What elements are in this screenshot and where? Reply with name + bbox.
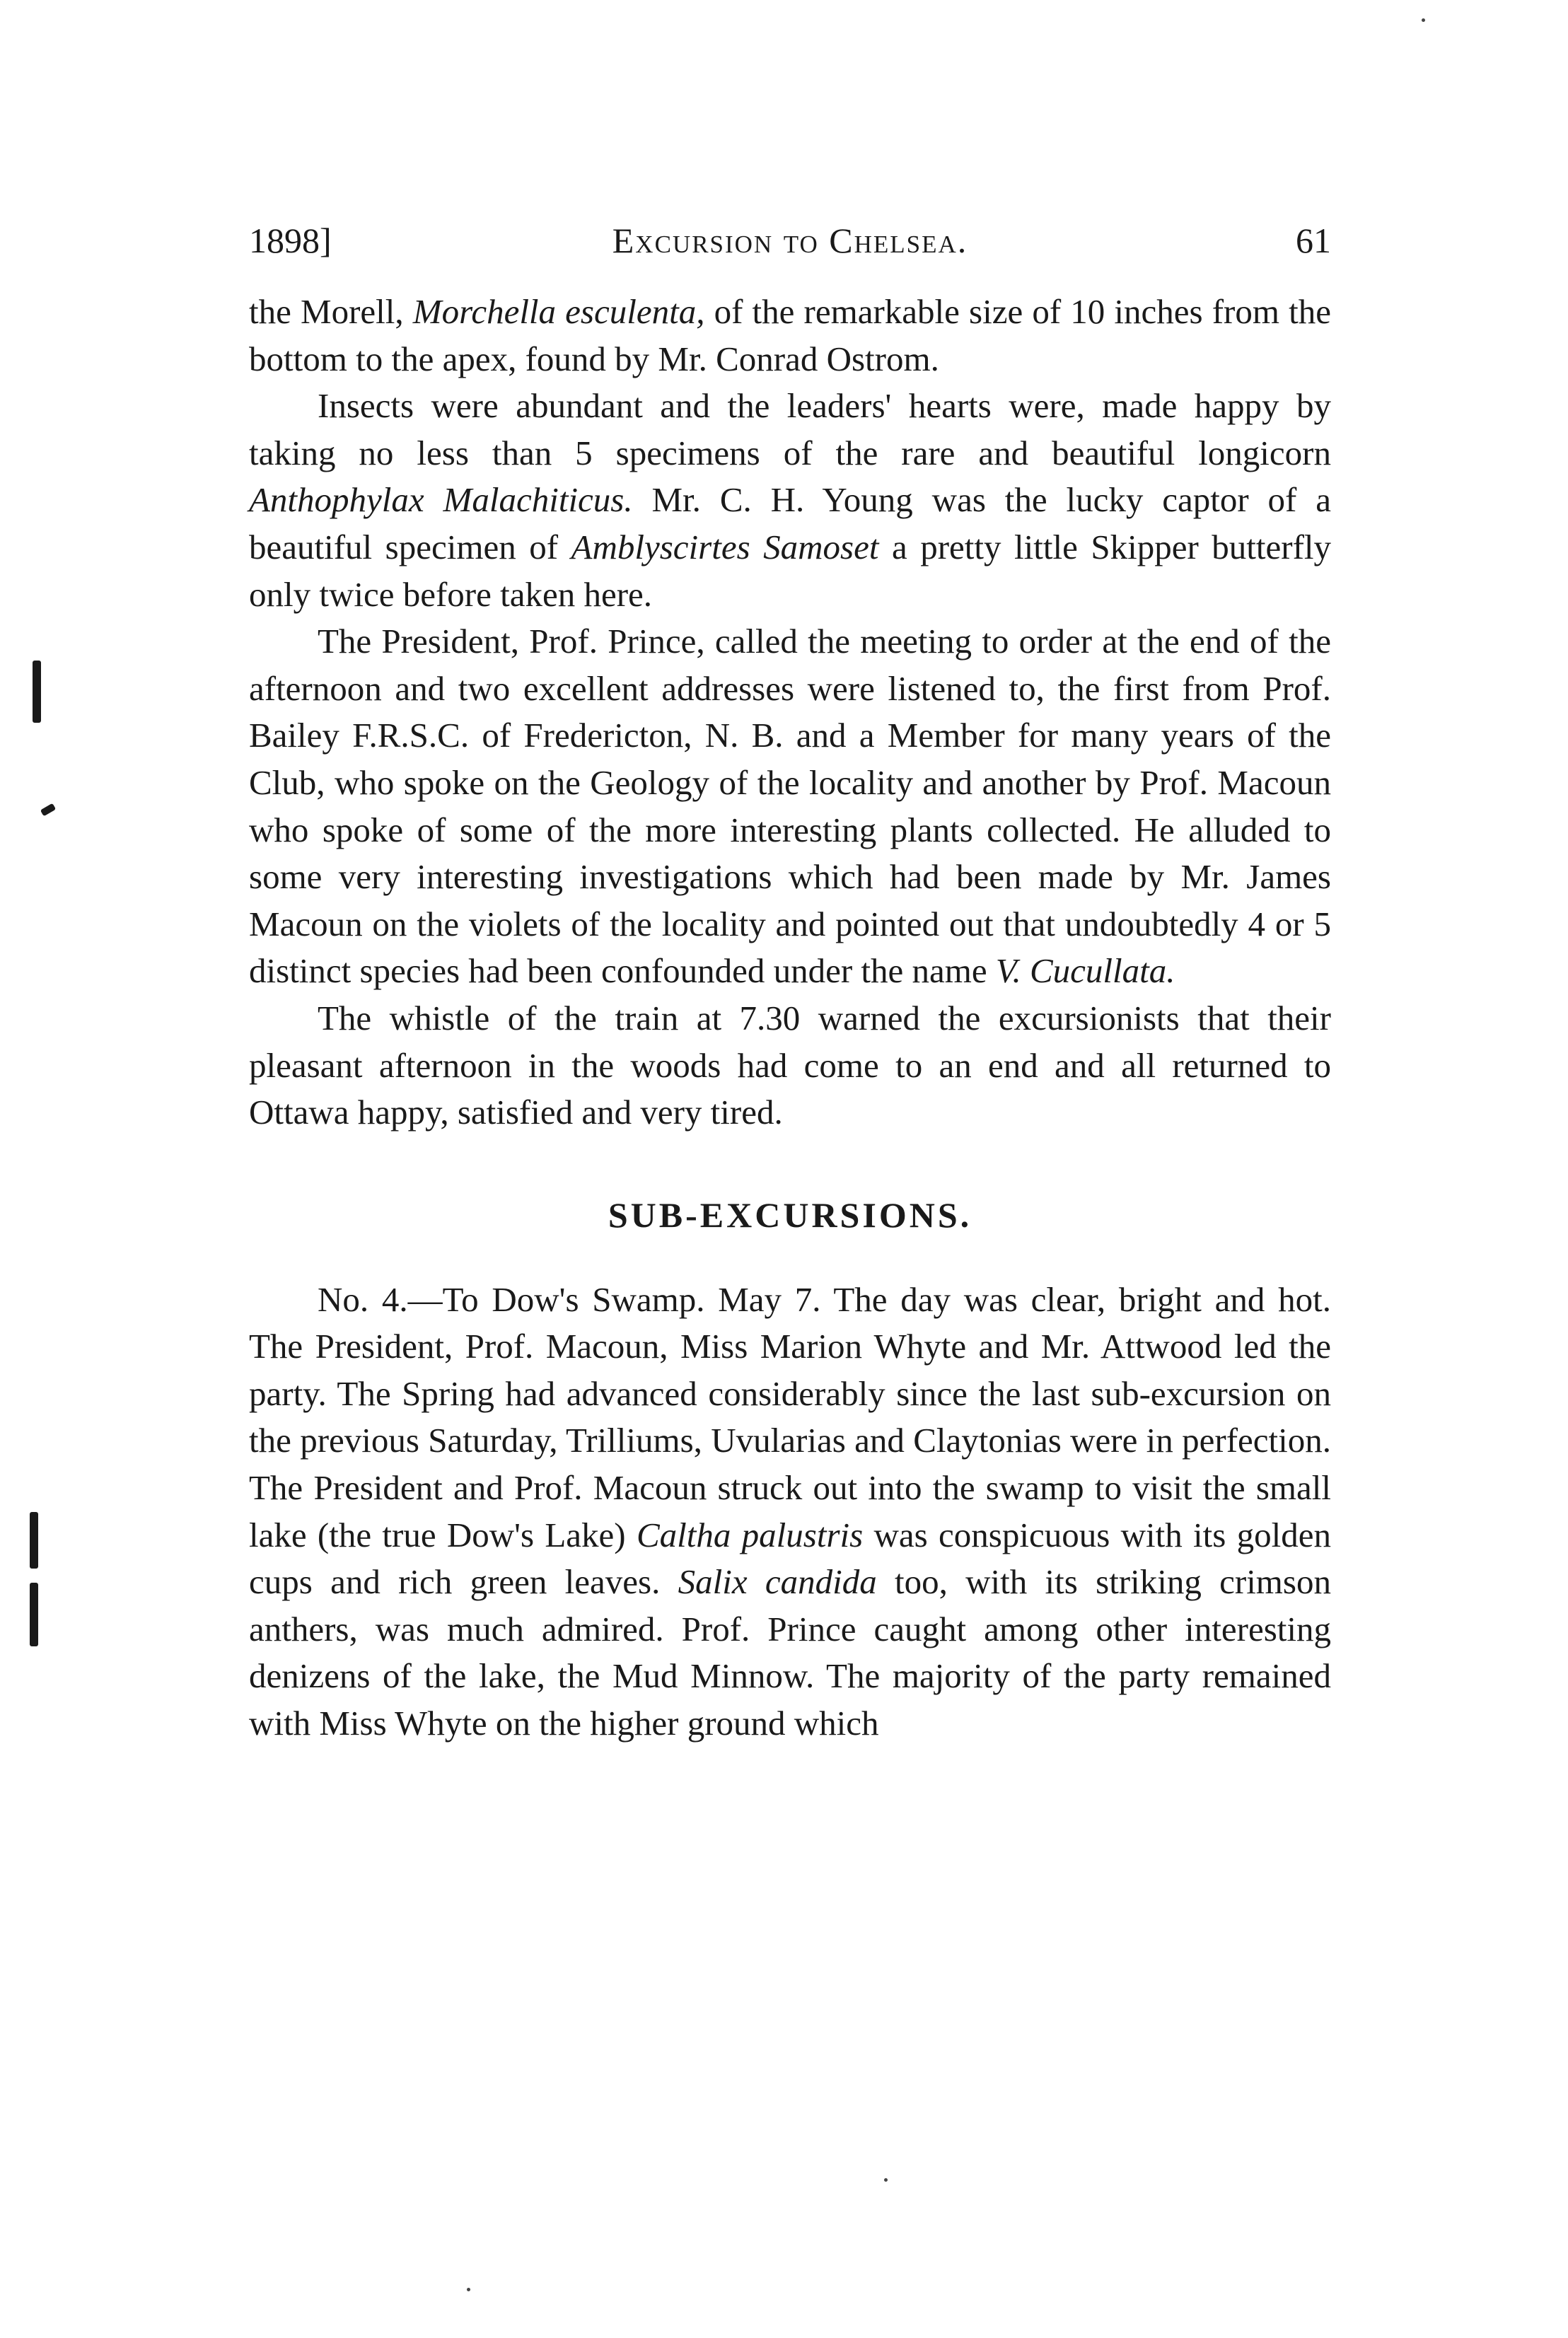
- text-run: The whistle of the train at 7.30 warned the excursionists that their pleasant afternoon in the woods had come to an end and all returned to Ottawa happy, satisfied and very tired.: [249, 998, 1331, 1132]
- body-text: [249, 289, 1331, 1747]
- text-run: the Morell,: [249, 292, 413, 331]
- species-name: Amblyscirtes Samoset: [571, 527, 879, 566]
- margin-ink-mark: [30, 1512, 38, 1569]
- text-run: Mr. C. H. Young was the lucky captor of a beautiful specimen of: [249, 480, 1331, 566]
- species-name: Morchella esculenta,: [412, 292, 705, 331]
- species-name: Caltha palustris: [636, 1515, 864, 1554]
- text-run: The President, Prof. Prince, called the meeting to order at the end of the afternoon and two excellent addresses were listened to, the first from Prof. Bailey F.R.S.C. of Fredericton, N. B. and a Member for many years of the Club, who spoke on the Geology of the locality and another by Prof. Macoun who spoke of some of the more interesting plants collected. He alluded to some very interesting investigations which had been made by Mr. James Macoun on the violets of the locality and pointed out that undoubtedly 4 or 5 distinct species had been confounded under the name: [249, 622, 1331, 991]
- paragraph-whistle: [249, 995, 1331, 1136]
- paragraph-insects: [249, 383, 1331, 618]
- paragraph-morell: [249, 289, 1331, 383]
- text-run: too, with its striking crimson anthers, was much admired. Prof. Prince caught among other interesting denizens of the lake, the Mud Minnow. The majority of the party remained with Miss Whyte on the higher ground which: [249, 1562, 1331, 1743]
- margin-ink-mark: [33, 661, 41, 723]
- margin-ink-mark: [30, 1583, 38, 1646]
- running-head-title: Excursion to Chelsea.: [612, 221, 968, 260]
- margin-ink-mark: [40, 803, 56, 817]
- paragraph-meeting: [249, 618, 1331, 995]
- paragraph-dows-swamp: [249, 1276, 1331, 1747]
- margin-dot: [1422, 18, 1425, 22]
- text-run: a pretty little Skipper butterfly only twice before taken here.: [249, 527, 1332, 614]
- text-run: No. 4.—To Dow's Swamp. May 7. The day was clear, bright and hot. The President, Prof. Macoun, Miss Marion Whyte and Mr. Attwood led the party. The Spring had advanced considerably since the last sub-excursion on the previous Saturday, Trilliums, Uvularias and Claytonias were in perfection. The President and Prof. Macoun struck out into the swamp to visit the small lake (the true Dow's Lake): [249, 1279, 1331, 1554]
- margin-dot: [467, 2288, 470, 2291]
- species-name: Salix candida: [678, 1562, 877, 1602]
- species-name: V. Cucullata.: [995, 951, 1175, 991]
- text-run: Insects were abundant and the leaders' hearts were, made happy by taking no less than 5 specimens of the rare and beautiful longicorn: [249, 386, 1331, 472]
- running-head: [249, 212, 1331, 269]
- text-run: was conspicuous with its golden cups and rich green leaves.: [249, 1515, 1331, 1602]
- section-heading: SUB-EXCURSIONS.: [608, 1194, 972, 1235]
- running-head-year: 1898]: [249, 221, 332, 260]
- margin-dot: [884, 2178, 888, 2182]
- species-name: Anthophylax Malachiticus.: [249, 480, 633, 520]
- text-run: of the remarkable size of 10 inches from the bottom to the apex, found by Mr. Conrad Ostrom.: [249, 292, 1331, 378]
- page-number: 61: [1296, 221, 1331, 260]
